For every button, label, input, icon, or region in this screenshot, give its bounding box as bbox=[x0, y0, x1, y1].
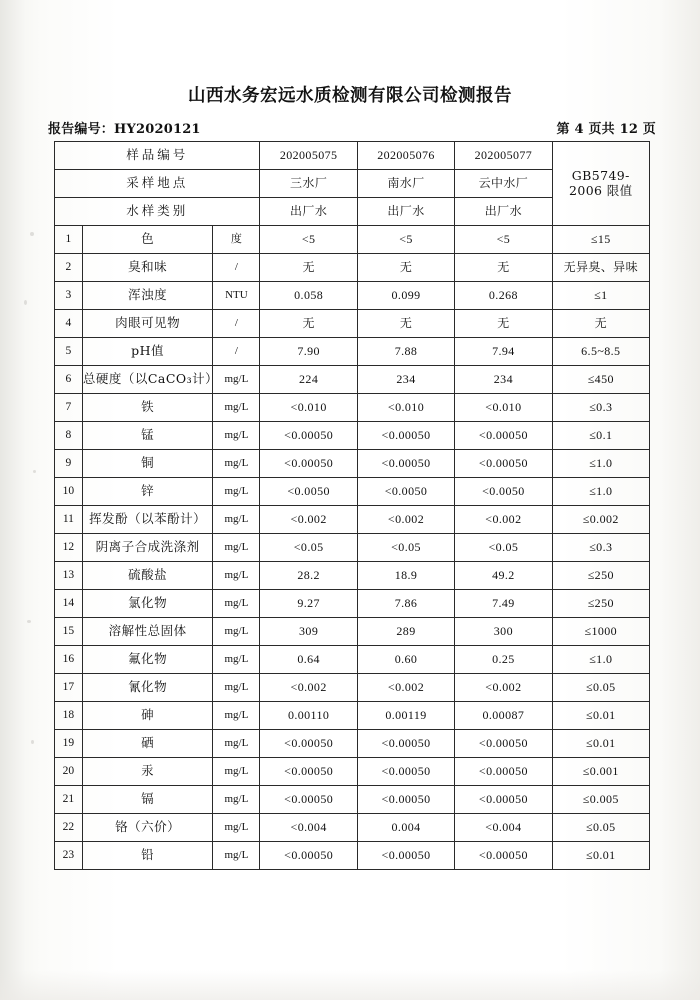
row-value-1: 9.27 bbox=[260, 590, 357, 618]
row-limit: ≤1 bbox=[552, 282, 649, 310]
row-unit: mg/L bbox=[213, 702, 260, 730]
table-row bbox=[55, 254, 650, 282]
row-value-1: 7.90 bbox=[260, 338, 357, 366]
page-title: 山西水务宏远水质检测有限公司检测报告 bbox=[188, 86, 512, 106]
row-limit: ≤0.005 bbox=[552, 786, 649, 814]
row-item-name: 锌 bbox=[82, 478, 213, 506]
row-unit: mg/L bbox=[213, 618, 260, 646]
row-unit: mg/L bbox=[213, 842, 260, 870]
row-value-2: <0.010 bbox=[357, 394, 454, 422]
row-index: 4 bbox=[55, 310, 83, 338]
row-unit: mg/L bbox=[213, 562, 260, 590]
row-value-2: 0.099 bbox=[357, 282, 454, 310]
row-item-name: 阴离子合成洗涤剂 bbox=[82, 534, 213, 562]
results-table-body bbox=[55, 142, 650, 870]
row-index: 9 bbox=[55, 450, 83, 478]
table-row bbox=[55, 758, 650, 786]
row-index: 1 bbox=[55, 226, 83, 254]
row-value-2: <0.0050 bbox=[357, 478, 454, 506]
row-index: 17 bbox=[55, 674, 83, 702]
row-value-2: <0.05 bbox=[357, 534, 454, 562]
row-unit: mg/L bbox=[213, 478, 260, 506]
row-unit: mg/L bbox=[213, 506, 260, 534]
row-value-3: <0.004 bbox=[455, 814, 552, 842]
row-unit: mg/L bbox=[213, 534, 260, 562]
row-value-3: <0.010 bbox=[455, 394, 552, 422]
row-item-name: 挥发酚（以苯酚计） bbox=[82, 506, 213, 534]
row-limit: ≤0.1 bbox=[552, 422, 649, 450]
row-unit: mg/L bbox=[213, 394, 260, 422]
table-row bbox=[55, 730, 650, 758]
row-value-3: 0.25 bbox=[455, 646, 552, 674]
row-value-2: 7.88 bbox=[357, 338, 454, 366]
row-item-name: 氰化物 bbox=[82, 674, 213, 702]
row-item-name: 溶解性总固体 bbox=[82, 618, 213, 646]
table-row bbox=[55, 674, 650, 702]
row-value-3: <0.00050 bbox=[455, 450, 552, 478]
row-index: 2 bbox=[55, 254, 83, 282]
row-value-1: 0.058 bbox=[260, 282, 357, 310]
row-value-3: <0.0050 bbox=[455, 478, 552, 506]
scan-speck bbox=[27, 620, 31, 623]
row-index: 23 bbox=[55, 842, 83, 870]
row-limit: ≤1000 bbox=[552, 618, 649, 646]
header-sample-number-1: 202005075 bbox=[260, 142, 357, 170]
paper-bottom-shadow bbox=[0, 970, 700, 1000]
row-index: 16 bbox=[55, 646, 83, 674]
row-unit: mg/L bbox=[213, 758, 260, 786]
row-value-3: <5 bbox=[455, 226, 552, 254]
row-item-name: 氟化物 bbox=[82, 646, 213, 674]
table-row bbox=[55, 394, 650, 422]
row-item-name: 汞 bbox=[82, 758, 213, 786]
row-limit: ≤0.05 bbox=[552, 674, 649, 702]
table-row bbox=[55, 282, 650, 310]
paper-left-shadow bbox=[0, 0, 26, 1000]
header-sampling-site-2: 南水厂 bbox=[357, 170, 454, 198]
row-limit: ≤1.0 bbox=[552, 450, 649, 478]
row-unit: 度 bbox=[213, 226, 260, 254]
row-index: 5 bbox=[55, 338, 83, 366]
table-row bbox=[55, 366, 650, 394]
row-limit: ≤1.0 bbox=[552, 478, 649, 506]
row-value-2: <0.00050 bbox=[357, 842, 454, 870]
row-value-2: <0.00050 bbox=[357, 422, 454, 450]
row-value-3: 234 bbox=[455, 366, 552, 394]
header-standard-limit bbox=[552, 142, 649, 226]
row-value-1: <0.00050 bbox=[260, 786, 357, 814]
row-limit: ≤0.002 bbox=[552, 506, 649, 534]
row-index: 8 bbox=[55, 422, 83, 450]
row-unit: / bbox=[213, 338, 260, 366]
table-row bbox=[55, 422, 650, 450]
row-limit: ≤1.0 bbox=[552, 646, 649, 674]
row-limit: ≤0.01 bbox=[552, 842, 649, 870]
row-value-2: 18.9 bbox=[357, 562, 454, 590]
table-header-row bbox=[55, 142, 650, 170]
row-value-2: 289 bbox=[357, 618, 454, 646]
table-row bbox=[55, 310, 650, 338]
row-value-2: 234 bbox=[357, 366, 454, 394]
row-value-3: 0.00087 bbox=[455, 702, 552, 730]
header-sampling-site-label: 采样地点 bbox=[55, 170, 260, 198]
row-limit: 无 bbox=[552, 310, 649, 338]
row-unit: mg/L bbox=[213, 366, 260, 394]
row-value-1: <0.05 bbox=[260, 534, 357, 562]
row-unit: mg/L bbox=[213, 422, 260, 450]
row-limit: ≤0.3 bbox=[552, 534, 649, 562]
row-index: 22 bbox=[55, 814, 83, 842]
row-item-name: 总硬度（以CaCO₃计） bbox=[82, 366, 213, 394]
row-index: 11 bbox=[55, 506, 83, 534]
row-index: 10 bbox=[55, 478, 83, 506]
table-row bbox=[55, 590, 650, 618]
row-unit: mg/L bbox=[213, 646, 260, 674]
row-index: 3 bbox=[55, 282, 83, 310]
row-item-name: 硒 bbox=[82, 730, 213, 758]
row-value-2: 7.86 bbox=[357, 590, 454, 618]
table-row bbox=[55, 786, 650, 814]
row-value-1: <0.00050 bbox=[260, 842, 357, 870]
table-row bbox=[55, 842, 650, 870]
row-value-2: <0.00050 bbox=[357, 786, 454, 814]
row-value-1: 0.64 bbox=[260, 646, 357, 674]
row-value-1: <0.0050 bbox=[260, 478, 357, 506]
row-unit: mg/L bbox=[213, 730, 260, 758]
row-item-name: 镉 bbox=[82, 786, 213, 814]
row-value-1: <0.002 bbox=[260, 506, 357, 534]
row-item-name: 浑浊度 bbox=[82, 282, 213, 310]
row-value-3: <0.00050 bbox=[455, 842, 552, 870]
row-item-name: 色 bbox=[82, 226, 213, 254]
row-limit: ≤0.001 bbox=[552, 758, 649, 786]
row-value-3: <0.002 bbox=[455, 506, 552, 534]
row-value-1: <0.00050 bbox=[260, 758, 357, 786]
row-value-3: <0.05 bbox=[455, 534, 552, 562]
row-value-1: <0.00050 bbox=[260, 730, 357, 758]
header-sample-number-3: 202005077 bbox=[455, 142, 552, 170]
row-limit: ≤250 bbox=[552, 590, 649, 618]
row-value-1: <5 bbox=[260, 226, 357, 254]
row-limit: ≤15 bbox=[552, 226, 649, 254]
row-item-name: 铬（六价） bbox=[82, 814, 213, 842]
header-water-type-2: 出厂水 bbox=[357, 198, 454, 226]
row-item-name: 硫酸盐 bbox=[82, 562, 213, 590]
row-item-name: 铁 bbox=[82, 394, 213, 422]
row-value-1: <0.00050 bbox=[260, 422, 357, 450]
row-unit: mg/L bbox=[213, 786, 260, 814]
row-value-2: 0.004 bbox=[357, 814, 454, 842]
row-item-name: pH值 bbox=[82, 338, 213, 366]
table-row bbox=[55, 506, 650, 534]
row-value-3: <0.00050 bbox=[455, 422, 552, 450]
table-row bbox=[55, 338, 650, 366]
row-value-2: 无 bbox=[357, 254, 454, 282]
row-limit: 无异臭、异味 bbox=[552, 254, 649, 282]
row-value-1: 224 bbox=[260, 366, 357, 394]
row-value-3: 0.268 bbox=[455, 282, 552, 310]
row-value-1: <0.002 bbox=[260, 674, 357, 702]
table-row bbox=[55, 618, 650, 646]
row-value-3: <0.002 bbox=[455, 674, 552, 702]
row-value-2: <5 bbox=[357, 226, 454, 254]
header-sampling-site-1: 三水厂 bbox=[260, 170, 357, 198]
row-value-3: <0.00050 bbox=[455, 758, 552, 786]
row-value-2: <0.00050 bbox=[357, 758, 454, 786]
row-value-2: 0.60 bbox=[357, 646, 454, 674]
header-sample-number-2: 202005076 bbox=[357, 142, 454, 170]
row-value-3: <0.00050 bbox=[455, 730, 552, 758]
scan-speck bbox=[33, 470, 36, 473]
row-unit: mg/L bbox=[213, 814, 260, 842]
row-value-1: 0.00110 bbox=[260, 702, 357, 730]
row-item-name: 肉眼可见物 bbox=[82, 310, 213, 338]
row-value-3: <0.00050 bbox=[455, 786, 552, 814]
row-unit: NTU bbox=[213, 282, 260, 310]
row-value-1: 28.2 bbox=[260, 562, 357, 590]
row-limit: ≤450 bbox=[552, 366, 649, 394]
row-limit: ≤0.01 bbox=[552, 702, 649, 730]
document-meta bbox=[48, 118, 656, 137]
row-value-1: 无 bbox=[260, 254, 357, 282]
row-unit: / bbox=[213, 254, 260, 282]
row-value-3: 无 bbox=[455, 254, 552, 282]
header-water-type-label: 水样类别 bbox=[55, 198, 260, 226]
row-value-1: <0.00050 bbox=[260, 450, 357, 478]
header-water-type-1: 出厂水 bbox=[260, 198, 357, 226]
table-row bbox=[55, 226, 650, 254]
row-item-name: 砷 bbox=[82, 702, 213, 730]
header-water-type-3: 出厂水 bbox=[455, 198, 552, 226]
row-index: 13 bbox=[55, 562, 83, 590]
row-value-3: 无 bbox=[455, 310, 552, 338]
row-limit: 6.5~8.5 bbox=[552, 338, 649, 366]
row-value-1: <0.004 bbox=[260, 814, 357, 842]
table-row bbox=[55, 814, 650, 842]
table-row bbox=[55, 702, 650, 730]
row-value-2: 0.00119 bbox=[357, 702, 454, 730]
row-value-1: 309 bbox=[260, 618, 357, 646]
row-value-3: 7.49 bbox=[455, 590, 552, 618]
standard-year-limit: 2006 限值 bbox=[568, 182, 633, 198]
row-unit: mg/L bbox=[213, 590, 260, 618]
row-index: 20 bbox=[55, 758, 83, 786]
table-row bbox=[55, 534, 650, 562]
row-index: 14 bbox=[55, 590, 83, 618]
row-limit: ≤0.05 bbox=[552, 814, 649, 842]
standard-code: GB5749- bbox=[571, 168, 630, 184]
row-value-1: 无 bbox=[260, 310, 357, 338]
row-value-2: <0.00050 bbox=[357, 450, 454, 478]
row-value-3: 7.94 bbox=[455, 338, 552, 366]
scan-speck bbox=[24, 300, 27, 305]
page-indicator: 第 4 页共 12 页 bbox=[556, 122, 656, 137]
table-row bbox=[55, 646, 650, 674]
row-limit: ≤250 bbox=[552, 562, 649, 590]
row-limit: ≤0.01 bbox=[552, 730, 649, 758]
row-index: 7 bbox=[55, 394, 83, 422]
row-value-1: <0.010 bbox=[260, 394, 357, 422]
header-sample-number-label: 样品编号 bbox=[55, 142, 260, 170]
scan-speck bbox=[30, 232, 34, 236]
scan-speck bbox=[31, 740, 34, 744]
row-index: 15 bbox=[55, 618, 83, 646]
table-row bbox=[55, 562, 650, 590]
row-unit: / bbox=[213, 310, 260, 338]
row-unit: mg/L bbox=[213, 674, 260, 702]
row-value-2: <0.002 bbox=[357, 674, 454, 702]
row-index: 12 bbox=[55, 534, 83, 562]
table-row bbox=[55, 450, 650, 478]
row-item-name: 铜 bbox=[82, 450, 213, 478]
header-sampling-site-3: 云中水厂 bbox=[455, 170, 552, 198]
row-value-2: <0.00050 bbox=[357, 730, 454, 758]
row-value-2: <0.002 bbox=[357, 506, 454, 534]
row-value-2: 无 bbox=[357, 310, 454, 338]
row-item-name: 氯化物 bbox=[82, 590, 213, 618]
row-item-name: 锰 bbox=[82, 422, 213, 450]
report-number: 报告编号：HY2020121 bbox=[48, 122, 201, 137]
row-index: 6 bbox=[55, 366, 83, 394]
row-index: 19 bbox=[55, 730, 83, 758]
row-index: 21 bbox=[55, 786, 83, 814]
table-row bbox=[55, 478, 650, 506]
row-value-3: 49.2 bbox=[455, 562, 552, 590]
row-item-name: 铅 bbox=[82, 842, 213, 870]
row-index: 18 bbox=[55, 702, 83, 730]
row-item-name: 臭和味 bbox=[82, 254, 213, 282]
row-unit: mg/L bbox=[213, 450, 260, 478]
results-table bbox=[54, 141, 650, 870]
row-limit: ≤0.3 bbox=[552, 394, 649, 422]
row-value-3: 300 bbox=[455, 618, 552, 646]
